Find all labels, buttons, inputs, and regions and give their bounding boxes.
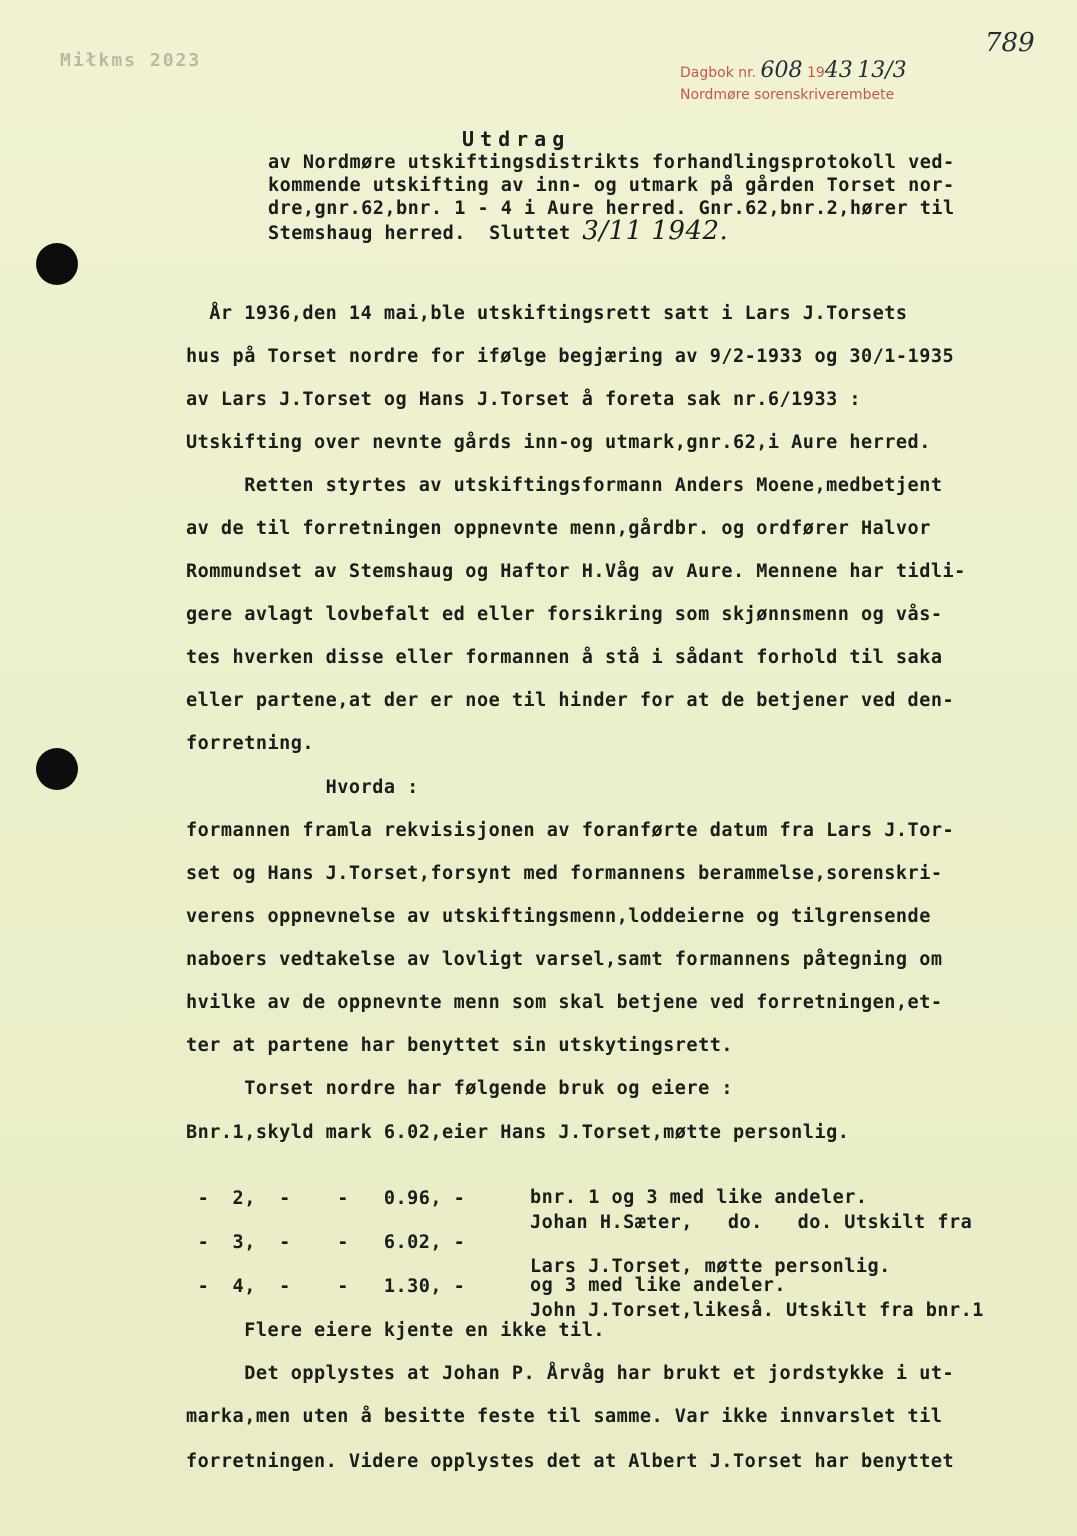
body-line: forretning. xyxy=(186,733,315,754)
stamp-year: 43 xyxy=(824,58,853,83)
page-number: 789 xyxy=(985,28,1035,58)
body-line: Det opplystes at Johan P. Årvåg har brukt et jordstykke i ut- xyxy=(186,1363,955,1384)
ledger-right: og 3 med like andeler. xyxy=(530,1275,787,1296)
ledger-right: John J.Torset,likeså. Utskilt fra bnr.1 xyxy=(530,1300,984,1321)
punch-hole xyxy=(36,748,78,790)
body-line: hus på Torset nordre for ifølge begjæring av 9/2-1933 og 30/1-1935 xyxy=(186,346,955,367)
owners-intro: Torset nordre har følgende bruk og eiere : xyxy=(186,1078,733,1099)
body-line: verens oppnevnelse av utskiftingsmenn,loddeierne og tilgrensende xyxy=(186,906,931,927)
dagbok-stamp xyxy=(680,60,907,106)
body-line: hvilke av de oppnevnte menn som skal betjene ved forretningen,et- xyxy=(186,992,943,1013)
body-line: marka,men uten å besitte feste til samme. Var ikke innvarslet til xyxy=(186,1406,943,1427)
body-line: formannen framla rekvisisjonen av foranførte datum fra Lars J.Tor- xyxy=(186,820,955,841)
body-line: Rommundset av Stemshaug og Haftor H.Våg av Aure. Mennene har tidli- xyxy=(186,561,966,582)
faint-background-stamp: Miłkms 2023 xyxy=(60,50,202,71)
heading-line: kommende utskifting av inn- og utmark på gården Torset nor- xyxy=(268,175,955,196)
stamp-dagbok-label: Dagbok nr. xyxy=(680,65,757,81)
heading-line-text: Stemshaug herred. Sluttet xyxy=(268,223,571,244)
ledger-right: Johan H.Sæter, do. do. Utskilt fra xyxy=(530,1212,973,1233)
ledger-left: - 2, - - 0.96, - xyxy=(186,1188,466,1209)
body-line: Utskifting over nevnte gårds inn-og utmark,gnr.62,i Aure herred. xyxy=(186,432,931,453)
ledger-right: bnr. 1 og 3 med like andeler. xyxy=(530,1187,868,1208)
body-line: ter at partene har benyttet sin utskytingsrett. xyxy=(186,1035,733,1056)
heading-line: dre,gnr.62,bnr. 1 - 4 i Aure herred. Gnr.62,bnr.2,hører til xyxy=(268,198,955,219)
stamp-date: 13/3 xyxy=(857,58,907,83)
ledger-bnr1: Bnr.1,skyld mark 6.02,eier Hans J.Torset,møtte personlig. xyxy=(186,1122,850,1143)
body-line: gere avlagt lovbefalt ed eller forsikring som skjønnsmenn og vås- xyxy=(186,604,943,625)
body-line: Flere eiere kjente en ikke til. xyxy=(186,1320,605,1341)
hvorda-heading: Hvorda : xyxy=(186,777,419,798)
stamp-year-prefix: 19 xyxy=(806,65,825,81)
body-line: set og Hans J.Torset,forsynt med formannens berammelse,sorenskri- xyxy=(186,863,943,884)
stamp-line-dagbok xyxy=(680,60,907,84)
punch-hole xyxy=(36,243,78,285)
document-title: Utdrag xyxy=(462,127,571,151)
closing-date-handwritten: 3/11 1942. xyxy=(582,216,729,246)
ledger-left: - 4, - - 1.30, - xyxy=(186,1276,466,1297)
ledger-left: - 3, - - 6.02, - xyxy=(186,1232,466,1253)
body-line: tes hverken disse eller formannen å stå i sådant forhold til saka xyxy=(186,647,943,668)
body-line: av Lars J.Torset og Hans J.Torset å foreta sak nr.6/1933 : xyxy=(186,389,862,410)
heading-line: av Nordmøre utskiftingsdistrikts forhandlingsprotokoll ved- xyxy=(268,152,955,173)
body-line: naboers vedtakelse av lovligt varsel,samt formannens påtegning om xyxy=(186,949,943,970)
body-line: av de til forretningen oppnevnte menn,gårdbr. og ordfører Halvor xyxy=(186,518,931,539)
body-line: Retten styrtes av utskiftingsformann Anders Moene,medbetjent xyxy=(186,475,943,496)
stamp-office: Nordmøre sorenskriverembete xyxy=(680,87,895,103)
ledger-right: Lars J.Torset, møtte personlig. xyxy=(530,1256,891,1277)
heading-line xyxy=(268,216,729,246)
stamp-dagbok-number: 608 xyxy=(760,58,803,83)
body-line: År 1936,den 14 mai,ble utskiftingsrett satt i Lars J.Torsets xyxy=(186,303,908,324)
body-line: forretningen. Videre opplystes det at Albert J.Torset har benyttet xyxy=(186,1451,955,1472)
body-line: eller partene,at der er noe til hinder for at de betjener ved den- xyxy=(186,690,955,711)
